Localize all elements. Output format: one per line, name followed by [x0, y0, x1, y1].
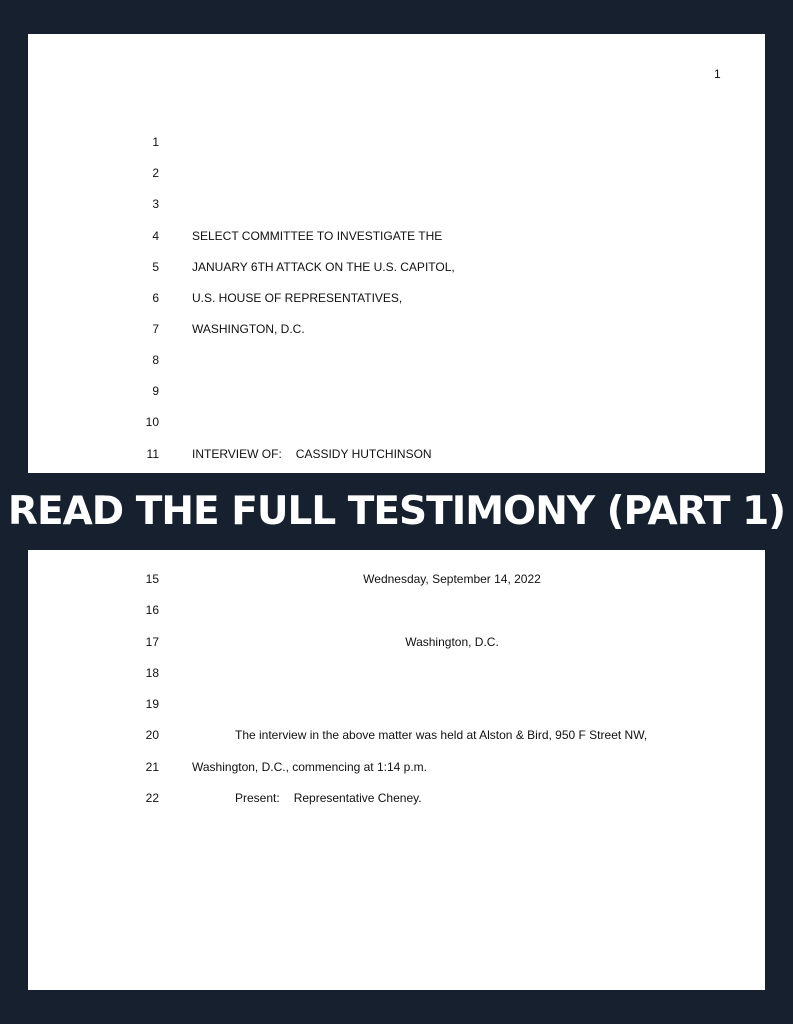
- line-number-1: 1: [152, 135, 159, 149]
- line-number-3: 3: [152, 197, 159, 211]
- location-line: WASHINGTON, D.C.: [192, 322, 305, 336]
- committee-title-line: SELECT COMMITTEE TO INVESTIGATE THE: [192, 229, 443, 243]
- interview-of-label: INTERVIEW OF:: [192, 447, 282, 461]
- line-number-8: 8: [152, 353, 159, 367]
- line-number-11: 11: [146, 447, 159, 461]
- house-line: U.S. HOUSE OF REPRESENTATIVES,: [192, 291, 403, 305]
- present-line: [192, 791, 422, 805]
- page-number: 1: [714, 67, 721, 81]
- line-number-9: 9: [152, 384, 159, 398]
- committee-subtitle-line: JANUARY 6TH ATTACK ON THE U.S. CAPITOL,: [192, 260, 455, 274]
- interview-date: Wednesday, September 14, 2022: [363, 572, 541, 586]
- testimony-banner[interactable]: [0, 473, 793, 550]
- interview-of-line: [192, 447, 432, 461]
- line-number-10: 10: [145, 415, 159, 429]
- line-number-22: 22: [145, 791, 159, 805]
- line-number-6: 6: [152, 291, 159, 305]
- interview-location-line: [192, 728, 647, 742]
- banner-title: READ THE FULL TESTIMONY (PART 1): [7, 489, 786, 534]
- interviewee-name: CASSIDY HUTCHINSON: [295, 447, 432, 461]
- interview-time-line: Washington, D.C., commencing at 1:14 p.m.: [192, 760, 427, 774]
- line-number-4: 4: [152, 229, 159, 243]
- line-number-5: 5: [152, 260, 159, 274]
- line-number-16: 16: [145, 603, 159, 617]
- line-number-7: 7: [152, 322, 159, 336]
- present-label: Present:: [235, 791, 280, 805]
- line-number-2: 2: [152, 166, 159, 180]
- line-number-15: 15: [145, 572, 159, 586]
- line-number-21: 21: [145, 760, 159, 774]
- line-number-20: 20: [145, 728, 159, 742]
- interview-location-text: The interview in the above matter was held at Alston & Bird, 950 F Street NW,: [235, 728, 648, 742]
- present-value: Representative Cheney.: [293, 791, 422, 805]
- line-number-19: 19: [145, 697, 159, 711]
- line-number-17: 17: [145, 635, 159, 649]
- interview-city: Washington, D.C.: [405, 635, 499, 649]
- line-number-18: 18: [145, 666, 159, 680]
